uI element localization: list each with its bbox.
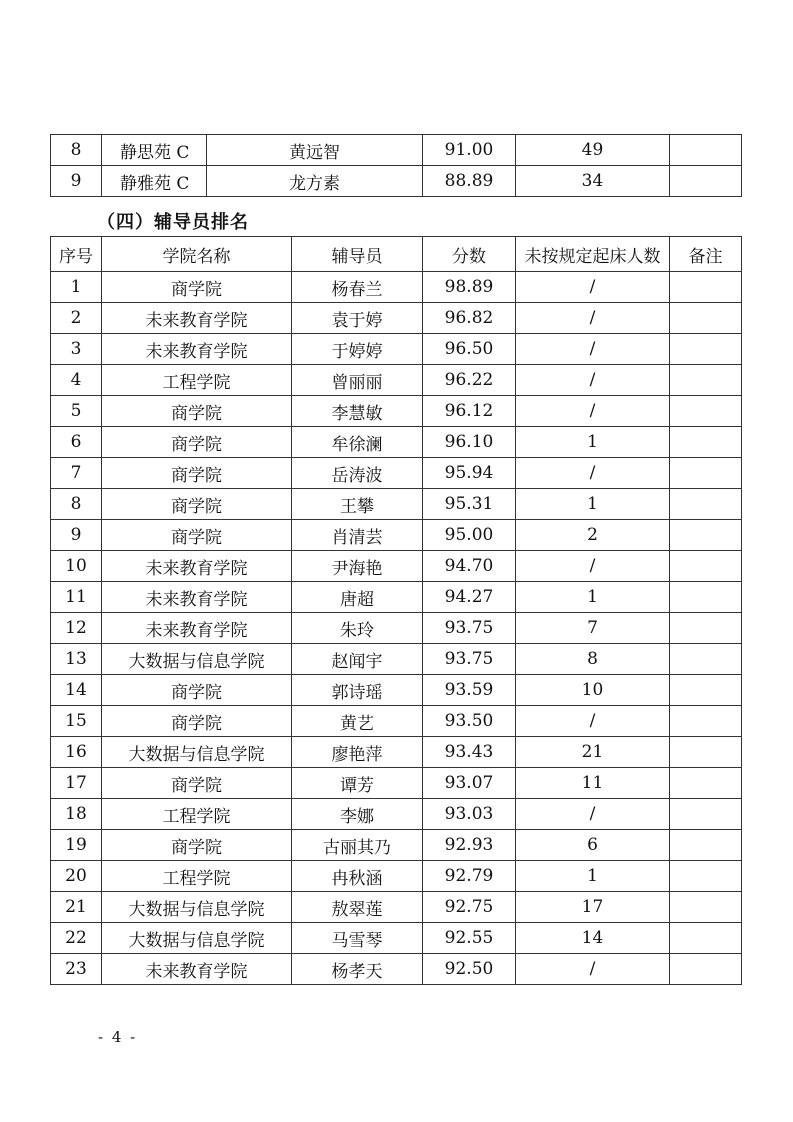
late-risers-cell: /: [516, 334, 670, 365]
college-cell: 未来教育学院: [102, 582, 292, 613]
score-cell: 92.55: [423, 923, 516, 954]
counselor-cell: 廖艳萍: [292, 737, 423, 768]
remarks-cell: [670, 551, 742, 582]
counselor-cell: 尹海艳: [292, 551, 423, 582]
serial-cell: 10: [51, 551, 102, 582]
serial-cell: 21: [51, 892, 102, 923]
serial-cell: 5: [51, 396, 102, 427]
counselor-cell: 朱玲: [292, 613, 423, 644]
serial-cell: 3: [51, 334, 102, 365]
serial-cell: 20: [51, 861, 102, 892]
counselor-cell: 于婷婷: [292, 334, 423, 365]
header-remarks: 备注: [670, 237, 742, 272]
table-row: [51, 365, 742, 396]
counselor-cell: 杨春兰: [292, 272, 423, 303]
score-cell: 94.27: [423, 582, 516, 613]
dorm-cell: 静思苑 C: [102, 135, 207, 166]
counselor-cell: 黄艺: [292, 706, 423, 737]
score-cell: 93.43: [423, 737, 516, 768]
score-cell: 96.50: [423, 334, 516, 365]
table-header-row: [51, 237, 742, 272]
table-row: [51, 737, 742, 768]
score-cell: 92.79: [423, 861, 516, 892]
serial-cell: 22: [51, 923, 102, 954]
college-cell: 商学院: [102, 489, 292, 520]
serial-cell: 4: [51, 365, 102, 396]
counselor-cell: 古丽其乃: [292, 830, 423, 861]
serial-cell: 8: [51, 135, 102, 166]
remarks-cell: [670, 737, 742, 768]
late-risers-cell: /: [516, 365, 670, 396]
score-cell: 95.94: [423, 458, 516, 489]
table-row: [51, 644, 742, 675]
remarks-cell: [670, 861, 742, 892]
counselor-cell: 马雪琴: [292, 923, 423, 954]
remarks-cell: [670, 334, 742, 365]
remarks-cell: [670, 892, 742, 923]
score-cell: 96.22: [423, 365, 516, 396]
late-risers-cell: 6: [516, 830, 670, 861]
remarks-cell: [670, 799, 742, 830]
serial-cell: 11: [51, 582, 102, 613]
score-cell: 92.50: [423, 954, 516, 985]
counselor-cell: 冉秋涵: [292, 861, 423, 892]
table-row: [51, 303, 742, 334]
header-late-risers: 未按规定起床人数: [516, 237, 670, 272]
score-cell: 92.93: [423, 830, 516, 861]
table-row: [51, 396, 742, 427]
college-cell: 未来教育学院: [102, 551, 292, 582]
college-cell: 商学院: [102, 396, 292, 427]
table-row: [51, 427, 742, 458]
score-cell: 92.75: [423, 892, 516, 923]
counselor-ranking-table: [50, 236, 742, 985]
score-cell: 93.07: [423, 768, 516, 799]
serial-cell: 14: [51, 675, 102, 706]
table-row: [51, 954, 742, 985]
late-risers-cell: 1: [516, 427, 670, 458]
counselor-cell: 王攀: [292, 489, 423, 520]
college-cell: 商学院: [102, 706, 292, 737]
note-cell: [670, 135, 742, 166]
score-cell: 96.82: [423, 303, 516, 334]
main-table-body: [51, 272, 742, 985]
counselor-cell: 牟徐澜: [292, 427, 423, 458]
counselor-cell: 岳涛波: [292, 458, 423, 489]
table-row: [51, 830, 742, 861]
score-cell: 88.89: [423, 166, 516, 197]
counselor-cell: 敖翠莲: [292, 892, 423, 923]
score-cell: 95.00: [423, 520, 516, 551]
counselor-cell: 郭诗瑶: [292, 675, 423, 706]
counselor-cell: 袁于婷: [292, 303, 423, 334]
serial-cell: 1: [51, 272, 102, 303]
remarks-cell: [670, 675, 742, 706]
counselor-cell: 曾丽丽: [292, 365, 423, 396]
late-risers-cell: 7: [516, 613, 670, 644]
late-risers-cell: 2: [516, 520, 670, 551]
table-row: [51, 861, 742, 892]
table-row: [51, 489, 742, 520]
college-cell: 商学院: [102, 272, 292, 303]
remarks-cell: [670, 365, 742, 396]
score-cell: 96.12: [423, 396, 516, 427]
late-risers-cell: 1: [516, 861, 670, 892]
late-risers-cell: 10: [516, 675, 670, 706]
serial-cell: 18: [51, 799, 102, 830]
score-cell: 94.70: [423, 551, 516, 582]
serial-cell: 2: [51, 303, 102, 334]
note-cell: [670, 166, 742, 197]
table-row: [51, 613, 742, 644]
remarks-cell: [670, 954, 742, 985]
serial-cell: 6: [51, 427, 102, 458]
serial-cell: 9: [51, 520, 102, 551]
serial-cell: 15: [51, 706, 102, 737]
college-cell: 未来教育学院: [102, 954, 292, 985]
college-cell: 商学院: [102, 427, 292, 458]
serial-cell: 16: [51, 737, 102, 768]
college-cell: 商学院: [102, 768, 292, 799]
late-risers-cell: 1: [516, 582, 670, 613]
college-cell: 工程学院: [102, 861, 292, 892]
counselor-cell: 李慧敏: [292, 396, 423, 427]
serial-cell: 12: [51, 613, 102, 644]
counselor-cell: 赵闻宇: [292, 644, 423, 675]
late-risers-cell: 14: [516, 923, 670, 954]
serial-cell: 9: [51, 166, 102, 197]
remarks-cell: [670, 613, 742, 644]
score-cell: 93.75: [423, 644, 516, 675]
table-row: [51, 706, 742, 737]
count-cell: 49: [516, 135, 670, 166]
score-cell: 93.50: [423, 706, 516, 737]
college-cell: 大数据与信息学院: [102, 892, 292, 923]
college-cell: 工程学院: [102, 799, 292, 830]
table-row: [51, 334, 742, 365]
table-row: [51, 272, 742, 303]
late-risers-cell: /: [516, 706, 670, 737]
score-cell: 98.89: [423, 272, 516, 303]
remarks-cell: [670, 427, 742, 458]
serial-cell: 7: [51, 458, 102, 489]
late-risers-cell: /: [516, 303, 670, 334]
serial-cell: 8: [51, 489, 102, 520]
counselor-cell: 唐超: [292, 582, 423, 613]
college-cell: 未来教育学院: [102, 334, 292, 365]
header-score: 分数: [423, 237, 516, 272]
college-cell: 未来教育学院: [102, 303, 292, 334]
table-row: [51, 551, 742, 582]
counselor-cell: 肖清芸: [292, 520, 423, 551]
remarks-cell: [670, 582, 742, 613]
dorm-cell: 静雅苑 C: [102, 166, 207, 197]
table-row: [51, 166, 742, 197]
college-cell: 商学院: [102, 458, 292, 489]
late-risers-cell: 1: [516, 489, 670, 520]
table-row: [51, 675, 742, 706]
counselor-cell: 李娜: [292, 799, 423, 830]
table-row: [51, 892, 742, 923]
college-cell: 商学院: [102, 675, 292, 706]
remarks-cell: [670, 272, 742, 303]
remarks-cell: [670, 303, 742, 334]
name-cell: 黄远智: [207, 135, 423, 166]
table-row: [51, 923, 742, 954]
remarks-cell: [670, 706, 742, 737]
late-risers-cell: 8: [516, 644, 670, 675]
table-row: [51, 520, 742, 551]
score-cell: 93.75: [423, 613, 516, 644]
remarks-cell: [670, 768, 742, 799]
table-row: [51, 582, 742, 613]
remarks-cell: [670, 520, 742, 551]
section-heading: （四）辅导员排名: [97, 212, 249, 233]
remarks-cell: [670, 458, 742, 489]
college-cell: 工程学院: [102, 365, 292, 396]
late-risers-cell: /: [516, 551, 670, 582]
college-cell: 大数据与信息学院: [102, 644, 292, 675]
table-row: [51, 135, 742, 166]
college-cell: 未来教育学院: [102, 613, 292, 644]
score-cell: 93.59: [423, 675, 516, 706]
late-risers-cell: /: [516, 396, 670, 427]
score-cell: 91.00: [423, 135, 516, 166]
table-row: [51, 458, 742, 489]
page-number: - 4 -: [98, 1028, 138, 1046]
top-table-body: [51, 135, 742, 197]
remarks-cell: [670, 489, 742, 520]
late-risers-cell: /: [516, 272, 670, 303]
count-cell: 34: [516, 166, 670, 197]
remarks-cell: [670, 644, 742, 675]
late-risers-cell: /: [516, 799, 670, 830]
serial-cell: 23: [51, 954, 102, 985]
counselor-cell: 杨孝天: [292, 954, 423, 985]
name-cell: 龙方素: [207, 166, 423, 197]
serial-cell: 19: [51, 830, 102, 861]
table-row: [51, 768, 742, 799]
late-risers-cell: 21: [516, 737, 670, 768]
remarks-cell: [670, 923, 742, 954]
counselor-cell: 谭芳: [292, 768, 423, 799]
late-risers-cell: /: [516, 458, 670, 489]
header-college-name: 学院名称: [102, 237, 292, 272]
late-risers-cell: 17: [516, 892, 670, 923]
dormitory-ranking-table-continued: [50, 134, 742, 197]
header-counselor: 辅导员: [292, 237, 423, 272]
college-cell: 大数据与信息学院: [102, 737, 292, 768]
score-cell: 93.03: [423, 799, 516, 830]
college-cell: 大数据与信息学院: [102, 923, 292, 954]
college-cell: 商学院: [102, 830, 292, 861]
late-risers-cell: 11: [516, 768, 670, 799]
score-cell: 95.31: [423, 489, 516, 520]
score-cell: 96.10: [423, 427, 516, 458]
late-risers-cell: /: [516, 954, 670, 985]
college-cell: 商学院: [102, 520, 292, 551]
header-serial-no: 序号: [51, 237, 102, 272]
remarks-cell: [670, 830, 742, 861]
serial-cell: 13: [51, 644, 102, 675]
remarks-cell: [670, 396, 742, 427]
table-row: [51, 799, 742, 830]
serial-cell: 17: [51, 768, 102, 799]
